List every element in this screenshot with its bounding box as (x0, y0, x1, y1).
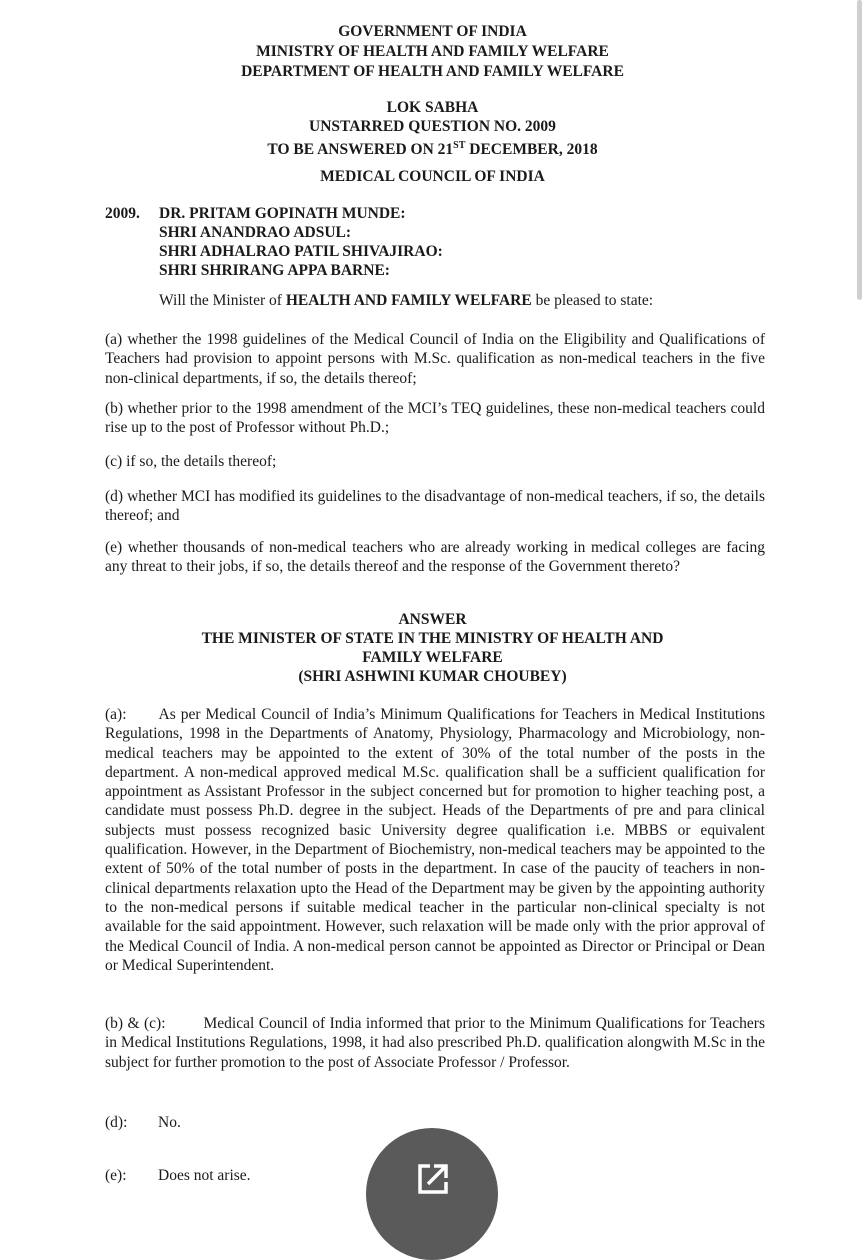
question-number: UNSTARRED QUESTION NO. 2009 (309, 118, 556, 135)
intro-line: Will the Minister of HEALTH AND FAMILY WELFARE be pleased to state: (159, 292, 654, 309)
house-name: LOK SABHA (386, 99, 479, 116)
question-subject: MEDICAL COUNCIL OF INDIA (320, 168, 545, 185)
question-serial: 2009. (105, 205, 140, 222)
answer-title: ANSWER (398, 611, 467, 628)
question-b: (b) whether prior to the 1998 amendment of the MCI’s TEQ guidelines, these non-medical teachers could rise up to the post of Professor without Ph.D.; (105, 400, 765, 437)
answer-d-text: No. (158, 1114, 181, 1131)
answer-d (105, 1113, 181, 1132)
answer-bc-text: Medical Council of India informed that prior to the Minimum Qualifications for Teachers in Medical Institutions Regulations, 1998, it had also prescribed Ph.D. qualification alongwith M.Sc in the subject for further promotion to the post of Associate Professor / Professor. (105, 1015, 765, 1071)
open-external-icon (414, 1160, 452, 1198)
answer-e (105, 1166, 251, 1185)
header-ministry: MINISTRY OF HEALTH AND FAMILY WELFARE (256, 43, 609, 60)
answer-bc (105, 1014, 765, 1072)
answer-e-text: Does not arise. (158, 1167, 251, 1184)
header-department: DEPARTMENT OF HEALTH AND FAMILY WELFARE (241, 63, 624, 80)
answer-a-text: As per Medical Council of India’s Minimum Qualifications for Teachers in Medical Institutions Regulations, 1998 in the Departments of Anatomy, Physiology, Pharmacology and Microbiology, non-medical teachers may be appointed to the extent of 30% of the total number of the posts in the department. A non-medical approved medical M.Sc. qualification shall be a sufficient qualification for appointment as Assistant Professor in the subject concerned but for promotion to higher teaching post, a candidate must possess Ph.D. degree in the subject. Heads of the Departments of pre and para clinical subjects must possess recognized basic University degree qualification i.e. MBBS or equivalent qualification. However, in the Department of Biochemistry, non-medical teachers may be appointed to the extent of 50% of the total number of posts in the department. In case of the paucity of teachers in non-clinical departments relaxation upto the Head of the Department may be given by the appointing authority to the non-medical persons if suitable medical teacher in the particular non-clinical specialty is not available for the said appointment. However, such relaxation will be made only with the prior approval of the Medical Council of India. A non-medical person cannot be appointed as Director or Principal or Dean or Medical Superintendent. (105, 706, 765, 974)
answer-a-label: (a): (105, 706, 127, 723)
answer-minister-line1: THE MINISTER OF STATE IN THE MINISTRY OF HEALTH AND (201, 630, 664, 647)
member-name: SHRI ADHALRAO PATIL SHIVAJIRAO: (159, 243, 443, 260)
member-name: SHRI SHRIRANG APPA BARNE: (159, 262, 390, 279)
question-c: (c) if so, the details thereof; (105, 453, 277, 470)
question-e: (e) whether thousands of non-medical teachers who are already working in medical colleges are facing any threat to their jobs, if so, the details thereof and the response of the Government thereto? (105, 539, 765, 576)
answer-minister-name: (SHRI ASHWINI KUMAR CHOUBEY) (298, 668, 567, 685)
answer-minister-line2: FAMILY WELFARE (362, 649, 503, 666)
answer-bc-label: (b) & (c): (105, 1015, 166, 1032)
open-external-button[interactable] (366, 1128, 498, 1260)
header-government: GOVERNMENT OF INDIA (338, 23, 527, 40)
scrollbar[interactable] (857, 0, 862, 300)
question-a: (a) whether the 1998 guidelines of the Medical Council of India on the Eligibility and Qualifications of Teachers had provision to appoint persons with M.Sc. qualification as non-medical teachers in the five non-clinical departments, if so, the details thereof; (105, 331, 765, 387)
answer-e-label: (e): (105, 1167, 127, 1184)
answer-a (105, 705, 765, 975)
member-name: SHRI ANANDRAO ADSUL: (159, 224, 352, 241)
question-d: (d) whether MCI has modified its guidelines to the disadvantage of non-medical teachers, if so, the details thereof; and (105, 488, 765, 525)
answer-d-label: (d): (105, 1114, 128, 1131)
member-name: DR. PRITAM GOPINATH MUNDE: (159, 205, 406, 222)
answer-date: TO BE ANSWERED ON 21ST DECEMBER, 2018 (267, 140, 598, 159)
